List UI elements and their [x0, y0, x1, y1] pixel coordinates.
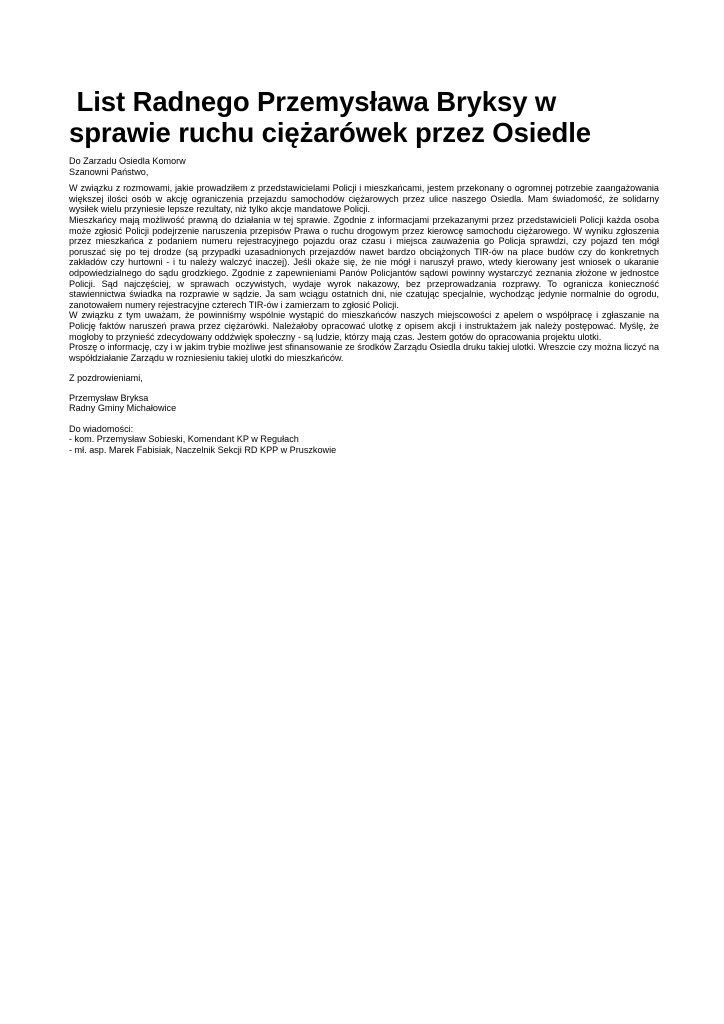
cc-heading: Do wiadomości: [69, 423, 134, 434]
cc-item: - mł. asp. Marek Fabisiak, Naczelnik Sekcji RD KPP w Pruszkowie [69, 444, 337, 455]
paragraph-3: W związku z tym uważam, że powinniśmy wspólnie wystąpić do mieszkańców naszych miejscowości z apelem o współpracę i zgłaszanie na Policję faktów naruszeń prawa przez ciężarówki. Należałoby opracować ulotkę z opisem akcji i instruktażem jak należy postępować. Myślę, że mogłoby to przynieść zdecydowany oddźwięk społeczny - są ludzie, którzy mają czas. Jestem gotów do opracowania projektu ulotki. [69, 310, 659, 342]
cc-item: - kom. Przemysław Sobieski, Komendant KP w Regułach [69, 434, 299, 445]
spacer [69, 414, 659, 424]
recipient-line: Do Zarzadu Osiedla Komorw [69, 156, 186, 166]
closing-line: Z pozdrowieniami, [69, 372, 143, 383]
letter-body [69, 156, 659, 455]
paragraph-2: Mieszkańcy mają możliwość prawną do działania w tej sprawie. Zgodnie z informacjami przekazanymi przez przedstawicieli Policji każda osoba może zgłosić Policji podejrzenie naruszenia przepisów Prawa o ruchu drogowym przez kierowcę samochodu ciężarowego. W wyniku zgłoszenia przez mieszkańca z podaniem numeru rejestracyjnego pojazdu oraz czasu i miejsca zauważenia go Policja sprawdzi, czy pojazd ten mógł poruszać się po tej drodze (są przypadki uzasadnionych przejazdów nawet bardzo obciążonych TIR-ów na place budów czy do konkretnych zakładów czy hurtowni - i tu należy walczyć inaczej). Jeśli okaże się, że nie mógł i naruszył prawo, wtedy kierowany jest wniosek o ukaranie odpowiedzialnego do sądu grodzkiego. Zgodnie z zapewnieniami Panów Policjantów sądowi powinny wystarczyć zeznania złożone w jednostce Policji. Sąd najczęściej, w sprawach oczywistych, wydaje wyrok nakazowy, bez przeprowadzania rozprawy. To ogranicza konieczność stawiennictwa świadka na rozprawie w sądzie. Ja sam wciągu ostatnich dni, nie czatując specjalnie, wychodząc jedynie normalnie do ogrodu, zanotowałem numery rejestracyjne czterech TIR-ów i zamierzam to zgłosić Policji. [69, 214, 659, 310]
paragraph-1: W związku z rozmowami, jakie prowadziłem z przedstawicielami Policji i mieszkańcami, jestem przekonany o ogromnej potrzebie zaangażowania większej ilości osób w akcję ograniczenia przejazdu samochodów ciężarowych przez ulice naszego Osiedla. Mam świadomość, że solidarny wysiłek wielu przyniesie lepsze rezultaty, niż tylko akcje mandatowe Policji. [69, 183, 659, 215]
letter-title: List Radnego Przemysława Bryksy w sprawie ruchu ciężarówek przez Osiedle [69, 86, 591, 148]
letter-page [69, 86, 659, 455]
signature-role: Radny Gminy Michałowice [69, 403, 177, 414]
spacer [69, 363, 659, 373]
salutation-line: Szanowni Państwo, [69, 166, 149, 177]
paragraph-4: Proszę o informację, czy i w jakim trybie możliwe jest sfinansowanie ze środków Zarządu Osiedla druku takiej ulotki. Wreszcie czy można liczyć na współdziałanie Zarządu w rozniesieniu takiej ulotki do mieszkańców. [69, 342, 659, 363]
signature-name: Przemysław Bryksa [69, 392, 149, 403]
spacer [69, 383, 659, 393]
